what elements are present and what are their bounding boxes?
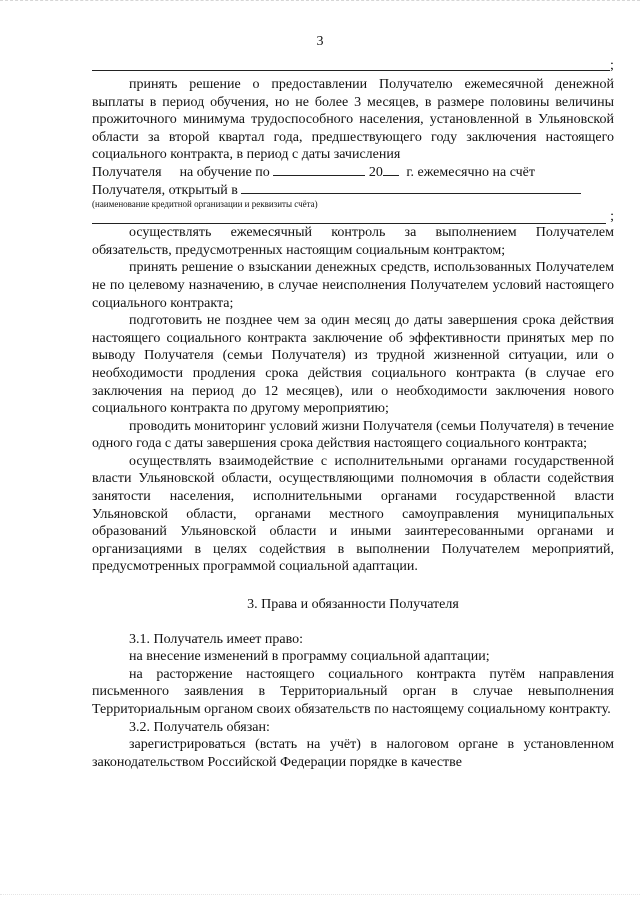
clause-3-2: 3.2. Получатель обязан: [129,719,270,735]
paragraph-account-line [92,164,614,182]
clause-3-2-a: зарегистрироваться (встать на учёт) в налоговом органе в установленном законодательством Российской Федерации порядке в качестве [92,737,614,770]
scan-artifact-top [0,0,640,7]
year-blank [383,164,399,176]
clause-3-1-b: на расторжение настоящего социального контракта путём направления письменного заявления в Территориальный орган в случае невыполнения Территориальным органом своих обязательств по настоящему социальному контракту. [92,666,614,717]
section-heading: 3. Права и обязанности Получателя [247,597,459,613]
paragraph-interaction: осуществлять взаимодействие с исполнительными органами государственной власти Ульяновской области, осуществляющими полномочия в области содействия занятости населения, исполнительными органами государственной власти Ульяновской области, органами местного самоуправления муниципальных образований Ульяновской области и иными заинтересованными органами и организациями в целях содействия в выполнении Получателем мероприятий, предусмотренных программой социальной адаптации. [92,453,614,575]
bank-blank [241,182,581,194]
paragraph-recovery-decision: принять решение о взыскании денежных средств, использованных Получателем не по целевому назначению, в случае неисполнения Получателем условий настоящего социального контракта; [92,260,614,311]
paragraph-monitoring: проводить мониторинг условий жизни Получателя (семьи Получателя) в течение одного года с даты завершения срока действия настоящего социального контракта; [92,418,614,452]
date-blank [273,164,365,176]
label-account-opened: Получателя, открытый в [92,182,238,198]
label-recipient: Получателя [92,164,162,180]
clause-3-1-a: на внесение изменений в программу социальной адаптации; [129,649,490,665]
page-number: 3 [316,34,324,49]
document-body [92,76,614,771]
scan-artifact-bottom [0,892,640,895]
bank-caption: (наименование кредитной организации и реквизиты счёта) [92,199,318,210]
line-end-semicolon: ; [610,58,614,73]
fill-in-line-bank [92,208,614,224]
paragraph-monthly-control: осуществлять ежемесячный контроль за выполнением Получателем обязательств, предусмотренных настоящим социальным контрактом; [92,225,614,258]
paragraph-payment-decision: принять решение о предоставлении Получателю ежемесячной денежной выплаты в период обучения, но не более 3 месяцев, в размере половины величины прожиточного минимума трудоспособного населения, установленной в Ульяновской области за второй квартал года, предшествующего году заключения настоящего социального контракта, в период с даты зачисления [92,77,614,163]
clause-3-1: 3.1. Получатель имеет право: [129,631,304,647]
paragraph-account-opened [92,182,614,200]
label-training: на обучение по [179,164,270,180]
paragraph-conclusion: подготовить не позднее чем за один месяц до даты завершения срока действия настоящего социального контракта заключение об эффективности принятых мер по выводу Получателя (семьи Получателя) из трудной жизненной ситуации, или о необходимости продления срока действия социального контракта (в случае его заключения на период до 12 месяцев), или о необходимости заключения нового социального контракта по другому мероприятию; [92,313,614,417]
label-monthly: г. ежемесячно на счёт [406,164,536,180]
fill-in-line-top [92,70,610,71]
line-end-semicolon-2: ; [610,208,614,224]
label-year: 20 [368,164,383,180]
